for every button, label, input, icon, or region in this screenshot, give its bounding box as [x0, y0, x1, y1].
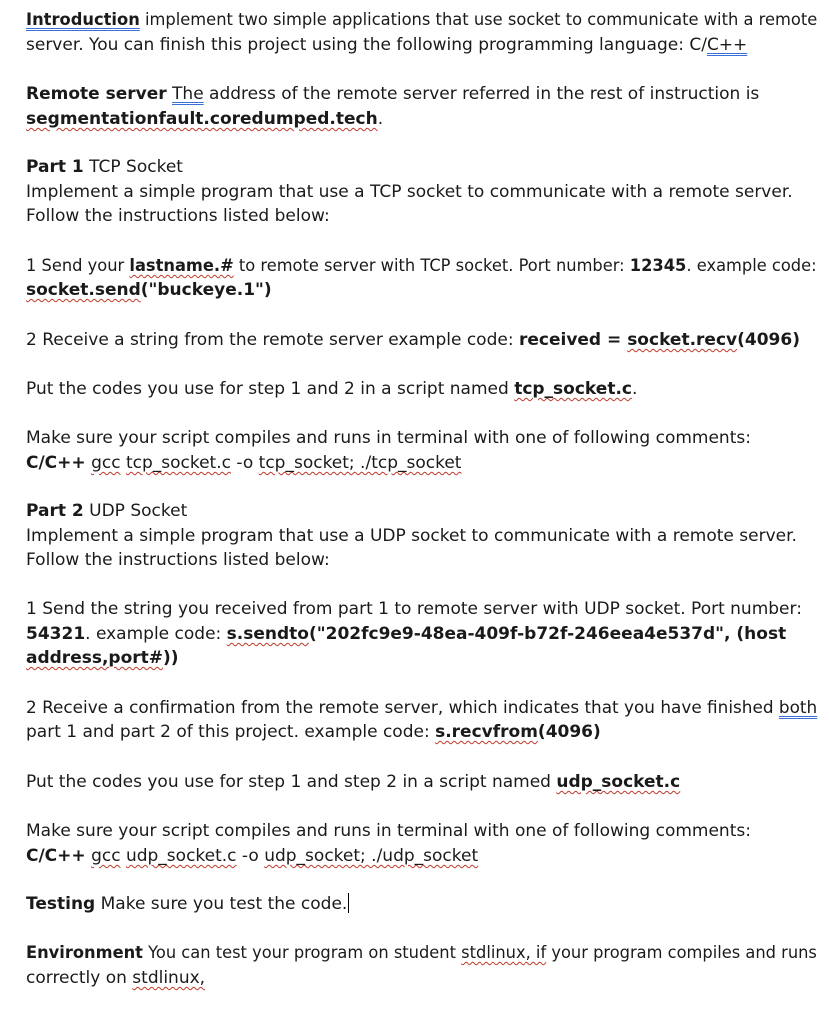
- part1-step1-line-2: socket.send("buckeye.1"): [26, 280, 272, 300]
- part1-step2: 2 Receive a string from the remote server example code: received = socket.recv(4096): [26, 330, 800, 350]
- environment-heading: Environment: [26, 943, 143, 963]
- testing-heading: Testing: [26, 894, 96, 914]
- part2-step1-line-3: address,port#)): [26, 648, 179, 668]
- part2-make: Make sure your script compiles and runs in terminal with one of following comments:: [26, 821, 751, 841]
- remote-host: segmentationfault.coredumped.tech: [26, 109, 378, 129]
- part2-command: C/C++ gcc udp_socket.c -o udp_socket; ./udp_socket: [26, 846, 479, 866]
- part2-step2-line-1: 2 Receive a confirmation from the remote server, which indicates that you have finished both: [26, 698, 818, 718]
- part2-desc-1: Implement a simple program that use a UDP socket to communicate with a remote server.: [26, 526, 797, 546]
- intro-heading: Introduction: [26, 10, 140, 30]
- intro-line-1: Introduction implement two simple applications that use socket to communicate with a remote: [26, 10, 818, 30]
- text-cursor: [348, 893, 349, 913]
- environment-line-2: correctly on stdlinux,: [26, 968, 206, 988]
- part2-step1-line-1: 1 Send the string you received from part 1 to remote server with UDP socket. Port number:: [26, 599, 802, 619]
- remote-heading: Remote server: [26, 84, 167, 104]
- part2-heading: Part 2 UDP Socket: [26, 501, 188, 521]
- part2-step1-line-2: 54321. example code: s.sendto("202fc9e9-48ea-409f-b72f-246eea4e537d", (host: [26, 624, 787, 644]
- part1-desc-2: Follow the instructions listed below:: [26, 206, 330, 226]
- part1-step1-line-1: 1 Send your lastname.# to remote server with TCP socket. Port number: 12345. example code:: [26, 256, 817, 276]
- part1-desc-1: Implement a simple program that use a TCP socket to communicate with a remote server.: [26, 182, 793, 202]
- environment-line-1: Environment You can test your program on student stdlinux, if your program compiles and runs: [26, 943, 817, 963]
- part2-desc-2: Follow the instructions listed below:: [26, 550, 330, 570]
- part1-heading: Part 1 TCP Socket: [26, 157, 183, 177]
- part1-command: C/C++ gcc tcp_socket.c -o tcp_socket; ./tcp_socket: [26, 453, 462, 473]
- part2-put: Put the codes you use for step 1 and step 2 in a script named udp_socket.c: [26, 772, 681, 792]
- part1-make: Make sure your script compiles and runs in terminal with one of following comments:: [26, 428, 751, 448]
- part1-put: Put the codes you use for step 1 and 2 in a script named tcp_socket.c.: [26, 379, 638, 399]
- remote-line-1: Remote server The address of the remote server referred in the rest of instruction is: [26, 84, 760, 104]
- remote-line-2: segmentationfault.coredumped.tech.: [26, 109, 384, 129]
- intro-line-2: server. You can finish this project using the following programming language: C/C++: [26, 35, 748, 55]
- testing-line: Testing Make sure you test the code.: [26, 894, 348, 914]
- part2-step2-line-2: part 1 and part 2 of this project. example code: s.recvfrom(4096): [26, 722, 601, 742]
